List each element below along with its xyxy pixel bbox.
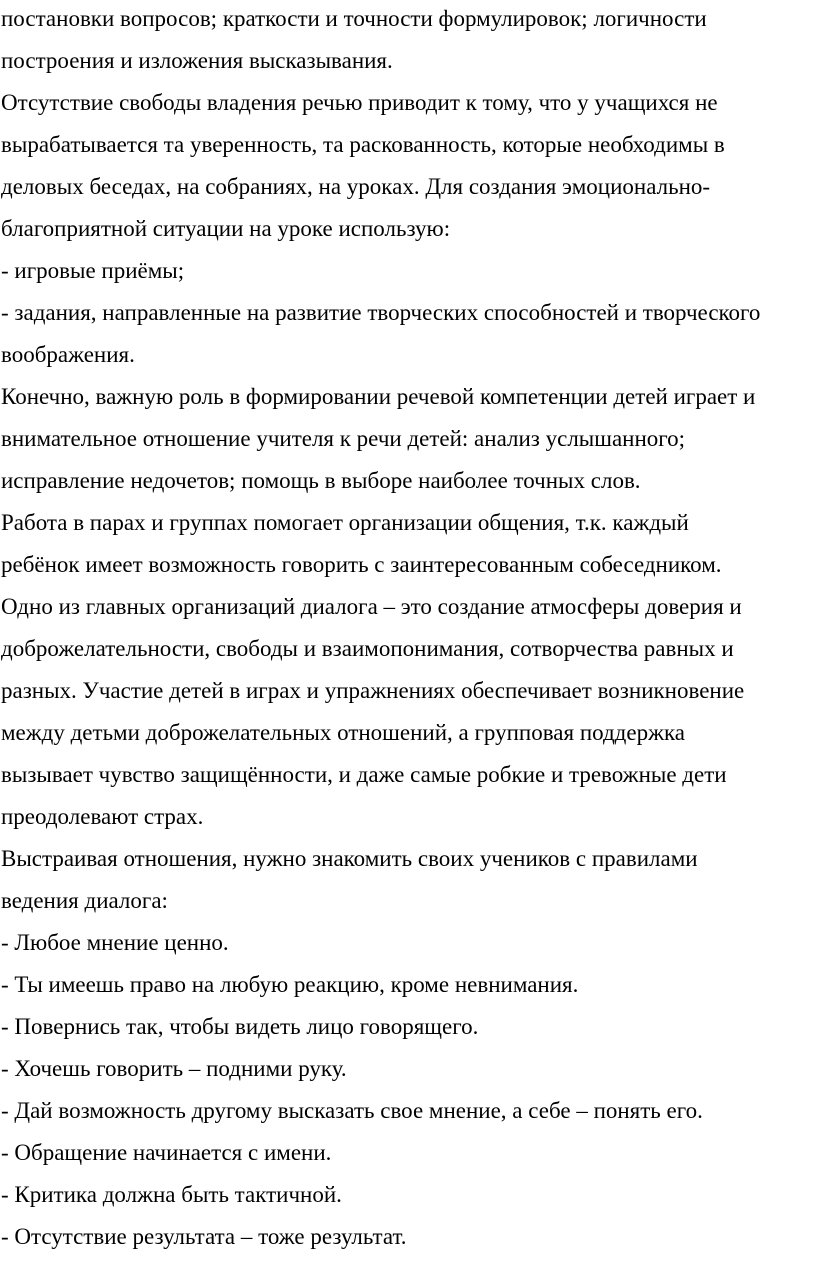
text-line: - задания, направленные на развитие творческих способностей и творческого (1, 300, 761, 325)
text-line: - игровые приёмы; (1, 258, 185, 283)
text-line: доброжелательности, свободы и взаимопонимания, сотворчества равных и (1, 636, 734, 661)
text-line: - Хочешь говорить – подними руку. (1, 1056, 347, 1081)
text-line: - Повернись так, чтобы видеть лицо говорящего. (1, 1014, 479, 1039)
text-line: Отсутствие свободы владения речью приводит к тому, что у учащихся не (1, 90, 718, 115)
text-line: исправление недочетов; помощь в выборе наиболее точных слов. (1, 468, 641, 493)
text-line: разных. Участие детей в играх и упражнениях обеспечивает возникновение (1, 678, 745, 703)
text-line: - Отсутствие результата – тоже результат. (1, 1224, 407, 1249)
text-line: - Обращение начинается с имени. (1, 1140, 332, 1165)
text-line: постановки вопросов; краткости и точности формулировок; логичности (1, 6, 707, 31)
text-line: благоприятной ситуации на уроке использую: (1, 216, 451, 241)
text-line: Работа в парах и группах помогает организации общения, т.к. каждый (1, 510, 689, 535)
text-line: внимательное отношение учителя к речи детей: анализ услышанного; (1, 426, 686, 451)
text-line: вызывает чувство защищённости, и даже самые робкие и тревожные дети (1, 762, 727, 787)
text-line: деловых беседах, на собраниях, на уроках. Для создания эмоционально- (1, 174, 711, 199)
text-line: - Критика должна быть тактичной. (1, 1182, 342, 1207)
text-line: - Дай возможность другому высказать свое мнение, а себе – понять его. (1, 1098, 703, 1123)
text-line: Выстраивая отношения, нужно знакомить своих учеников с правилами (1, 846, 698, 871)
text-line: ребёнок имеет возможность говорить с заинтересованным собеседником. (1, 552, 722, 577)
text-line: Конечно, важную роль в формировании речевой компетенции детей играет и (1, 384, 756, 409)
text-line: Одно из главных организаций диалога – это создание атмосферы доверия и (1, 594, 742, 619)
text-line: преодолевают страх. (1, 804, 204, 829)
text-line: построения и изложения высказывания. (1, 48, 393, 73)
text-line: - Ты имеешь право на любую реакцию, кроме невнимания. (1, 972, 579, 997)
text-line: между детьми доброжелательных отношений, а групповая поддержка (1, 720, 686, 745)
text-line: воображения. (1, 342, 135, 367)
text-line: вырабатывается та уверенность, та раскованность, которые необходимы в (1, 132, 725, 157)
text-line: ведения диалога: (1, 888, 168, 913)
text-line: - Любое мнение ценно. (1, 930, 229, 955)
